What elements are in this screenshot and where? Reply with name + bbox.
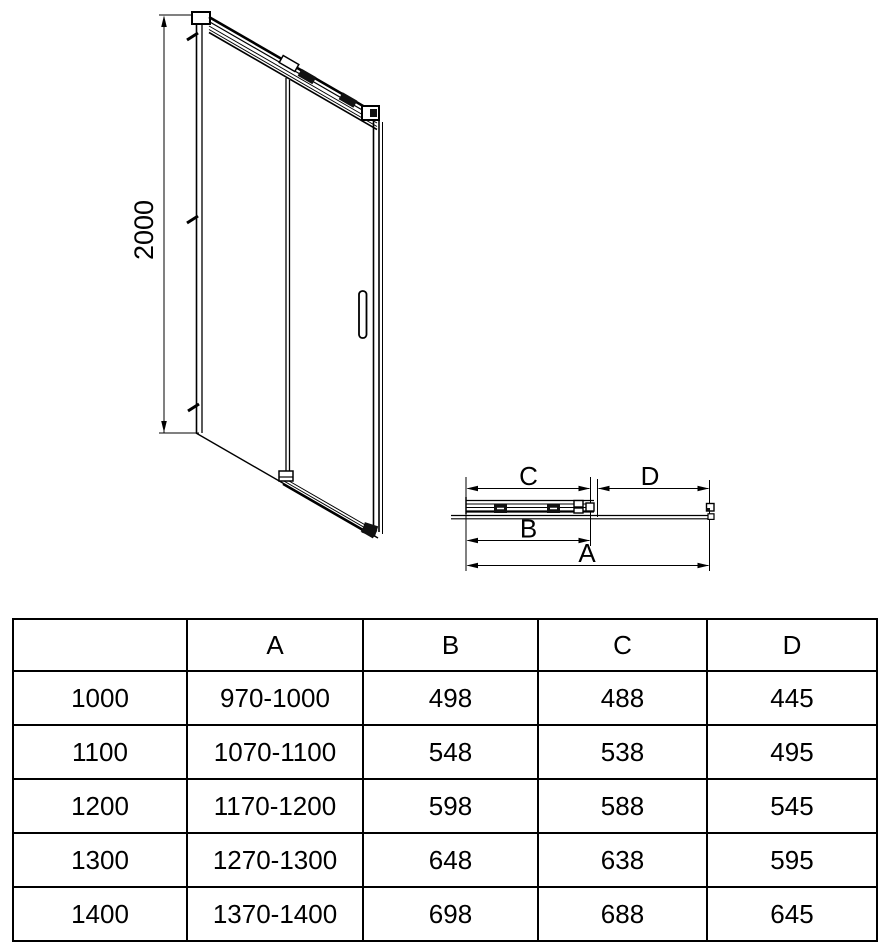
plan-view-drawing [451, 461, 714, 571]
top-rail [209, 17, 379, 130]
table-row [13, 779, 877, 833]
size-table [12, 618, 878, 942]
plan-top-rail [466, 497, 594, 514]
header-b: B [363, 619, 538, 671]
cell-c: 638 [538, 833, 707, 887]
header-c: C [538, 619, 707, 671]
dim-b [467, 514, 591, 544]
cell-size: 1300 [13, 833, 187, 887]
cell-c: 488 [538, 671, 707, 725]
height-dimension [129, 15, 199, 433]
table-row [13, 725, 877, 779]
cell-size: 1200 [13, 779, 187, 833]
dim-b-label: B [519, 513, 538, 544]
dim-a-label: A [578, 538, 596, 568]
table-row [13, 833, 877, 887]
cell-b: 548 [363, 725, 538, 779]
cell-size: 1000 [13, 671, 187, 725]
dim-d-label: D [640, 461, 660, 491]
cell-a: 1170-1200 [187, 779, 363, 833]
cell-b: 498 [363, 671, 538, 725]
table-row [13, 671, 877, 725]
cell-b: 648 [363, 833, 538, 887]
table-row [13, 887, 877, 941]
plan-panel-end-cap [708, 514, 714, 520]
dim-a [467, 538, 710, 568]
height-dimension-label: 2000 [129, 199, 159, 261]
cell-c: 538 [538, 725, 707, 779]
cell-a: 970-1000 [187, 671, 363, 725]
door-leading-edge [286, 78, 290, 481]
header-d: D [707, 619, 877, 671]
cell-a: 1070-1100 [187, 725, 363, 779]
cell-b: 598 [363, 779, 538, 833]
dim-c-label: C [519, 461, 538, 491]
bottom-guide-bracket [279, 471, 293, 481]
cell-d: 645 [707, 887, 877, 941]
header-a: A [187, 619, 363, 671]
cell-a: 1270-1300 [187, 833, 363, 887]
left-frame-profile [192, 12, 210, 433]
plan-wall-bracket [707, 504, 715, 512]
header-size [13, 619, 187, 671]
cell-size: 1400 [13, 887, 187, 941]
cell-d: 445 [707, 671, 877, 725]
bottom-rail [279, 471, 377, 538]
cell-a: 1370-1400 [187, 887, 363, 941]
cell-c: 688 [538, 887, 707, 941]
top-rail-end-cap [362, 106, 379, 120]
cell-b: 698 [363, 887, 538, 941]
table-header-row [13, 619, 877, 671]
door-handle [359, 291, 367, 338]
cell-d: 545 [707, 779, 877, 833]
dim-d [598, 461, 709, 491]
cell-d: 495 [707, 725, 877, 779]
hanger-bracket [279, 56, 299, 72]
dim-c [467, 461, 591, 491]
cell-d: 595 [707, 833, 877, 887]
front-view-drawing [129, 12, 383, 538]
cell-size: 1100 [13, 725, 187, 779]
plan-fixed-panel [451, 514, 714, 520]
cell-c: 588 [538, 779, 707, 833]
